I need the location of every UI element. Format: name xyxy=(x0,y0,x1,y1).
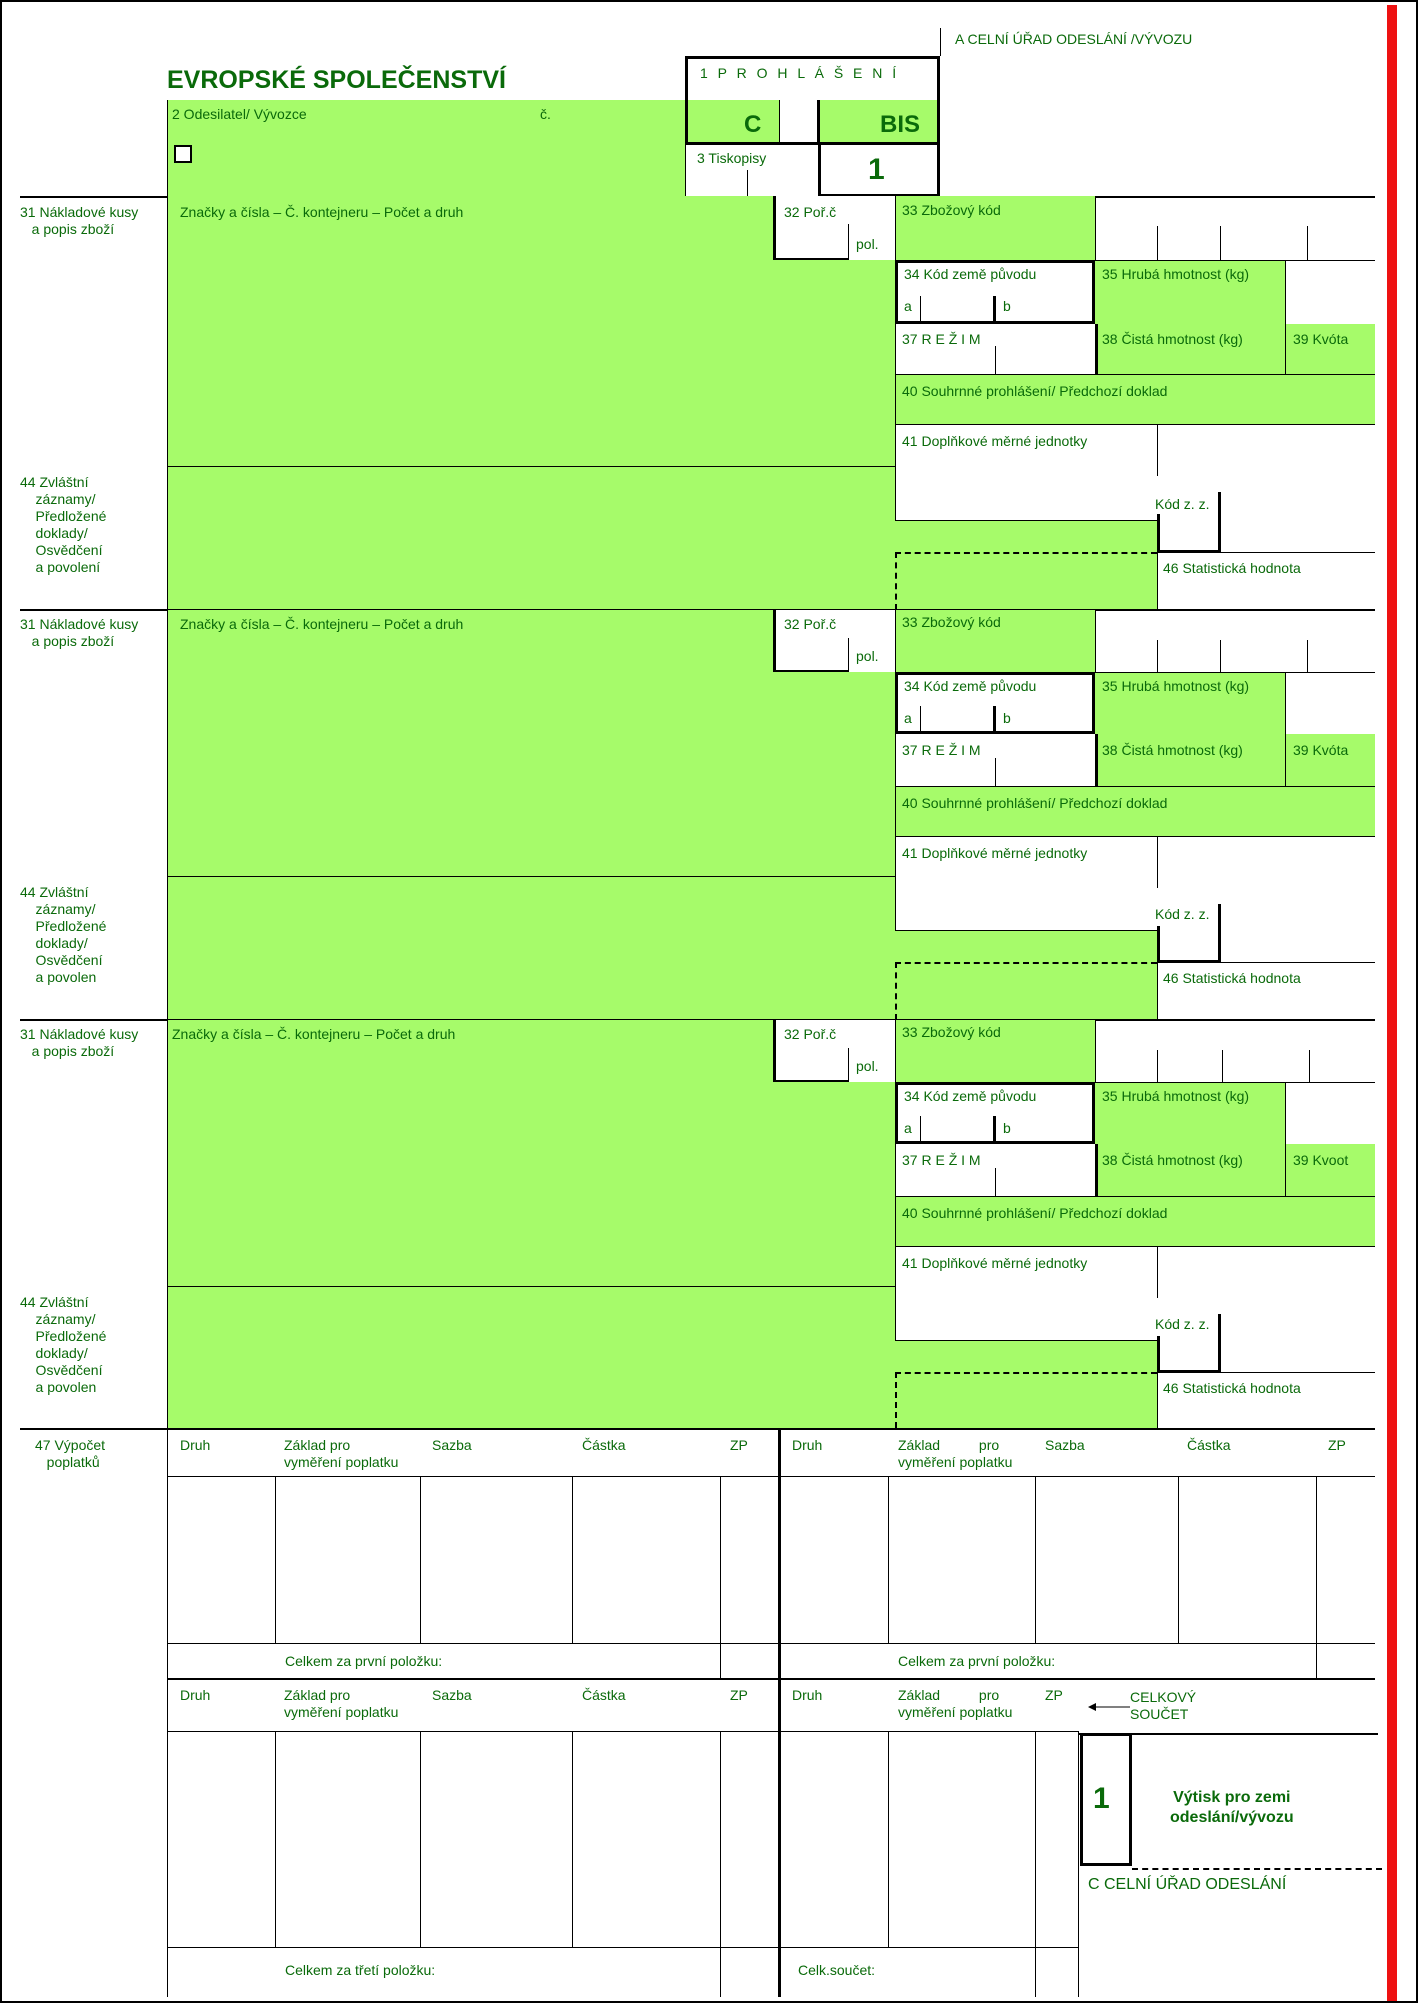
kod-zz-label: Kód z. z. xyxy=(1155,1316,1210,1332)
box44-label: 44 Zvláštní záznamy/ Předložené doklady/ Osvědčení a povolen xyxy=(20,884,107,985)
box32-pol-label: pol. xyxy=(856,648,879,664)
box37-label: 37 R E Ž I M xyxy=(902,1152,981,1168)
box34-b: b xyxy=(1003,298,1011,314)
col-zaklad-lower-right: Základ pro vyměření poplatku xyxy=(898,1687,1013,1720)
marks-label: Značky a čísla – Č. kontejneru – Počet a druh xyxy=(180,204,464,220)
total-sum-label: Celk.součet: xyxy=(798,1962,876,1978)
box31-label: 31 Nákladové kusy a popis zboží xyxy=(20,1026,139,1059)
box44-special-mentions-lower[interactable] xyxy=(167,520,1157,610)
col-castka-right: Částka xyxy=(1187,1437,1231,1453)
box44-label: 44 Zvláštní záznamy/ Předložené doklady/ Osvědčení a povolení xyxy=(20,474,107,575)
col-zaklad-right: Základ pro vyměření poplatku xyxy=(898,1437,1013,1470)
item-section-2 xyxy=(0,610,1418,1020)
box3-label: 3 Tiskopisy xyxy=(697,150,767,166)
box34-label: 34 Kód země původu xyxy=(904,1088,1037,1104)
copy-description: Výtisk pro zemi odeslání/vývozu xyxy=(1170,1789,1294,1826)
box34-a: a xyxy=(904,298,912,314)
box46-label: 46 Statistická hodnota xyxy=(1163,1380,1301,1396)
col-zaklad-lower: Základ pro vyměření poplatku xyxy=(284,1687,399,1720)
grand-total-label: CELKOVÝ SOUČET xyxy=(1130,1689,1197,1722)
box34-a: a xyxy=(904,1120,912,1136)
box34-a: a xyxy=(904,710,912,726)
box47-label: 47 Výpočet poplatků xyxy=(35,1437,106,1470)
item-section-1 xyxy=(0,196,1418,610)
col-zp-lower-right: ZP xyxy=(1045,1687,1063,1703)
box31-label: 31 Nákladové kusy a popis zboží xyxy=(20,616,139,649)
box32-pol-label: pol. xyxy=(856,236,879,252)
box46-label: 46 Statistická hodnota xyxy=(1163,560,1301,576)
box44-label: 44 Zvláštní záznamy/ Předložené doklady/ Osvědčení a povolen xyxy=(20,1294,107,1395)
box2-checkbox[interactable] xyxy=(174,145,192,163)
box35-label: 35 Hrubá hmotnost (kg) xyxy=(1102,1088,1250,1104)
box3-value: 1 xyxy=(868,153,885,186)
kod-zz-label: Kód z. z. xyxy=(1155,496,1210,512)
col-zp-lower: ZP xyxy=(730,1687,748,1703)
box34-b: b xyxy=(1003,1120,1011,1136)
marks-label: Značky a čísla – Č. kontejneru – Počet a druh xyxy=(172,1026,456,1042)
box41-label: 41 Doplňkové měrné jednotky xyxy=(902,845,1088,861)
col-castka: Částka xyxy=(582,1437,626,1453)
col-castka-lower: Částka xyxy=(582,1687,626,1703)
col-druh-lower: Druh xyxy=(180,1687,211,1703)
box32-label: 32 Poř.č xyxy=(784,616,837,632)
box39-label: 39 Kvóta xyxy=(1293,331,1349,347)
box44-special-mentions-lower[interactable] xyxy=(167,930,1157,1020)
box40-label: 40 Souhrnné prohlášení/ Předchozí doklad xyxy=(902,383,1168,399)
col-sazba-lower: Sazba xyxy=(432,1687,472,1703)
box2-number-label: č. xyxy=(540,106,551,122)
total-first-item-right: Celkem za první položku: xyxy=(898,1653,1056,1669)
col-zaklad: Základ pro vyměření poplatku xyxy=(284,1437,399,1470)
box40-label: 40 Souhrnné prohlášení/ Předchozí doklad xyxy=(902,1205,1168,1221)
customs-office-departure: C CELNÍ ÚŘAD ODESLÁNÍ xyxy=(1088,1876,1287,1893)
item-3-bottom-rule xyxy=(20,1428,1375,1430)
box39-label: 39 Kvoot xyxy=(1293,1152,1349,1168)
box1-code-c-value: C xyxy=(744,111,762,138)
kod-zz-label: Kód z. z. xyxy=(1155,906,1210,922)
box40-label: 40 Souhrnné prohlášení/ Předchozí doklad xyxy=(902,795,1168,811)
box46-label: 46 Statistická hodnota xyxy=(1163,970,1301,986)
copy-number: 1 xyxy=(1093,1782,1110,1815)
arrow-left-icon xyxy=(1088,1699,1130,1709)
box35-label: 35 Hrubá hmotnost (kg) xyxy=(1102,266,1250,282)
box33-label: 33 Zbožový kód xyxy=(902,614,1001,630)
total-first-item: Celkem za první položku: xyxy=(285,1653,443,1669)
community-title: EVROPSKÉ SPOLEČENSTVÍ xyxy=(167,66,506,94)
box38-label: 38 Čistá hmotnost (kg) xyxy=(1102,331,1243,347)
box33-label: 33 Zbožový kód xyxy=(902,1024,1001,1040)
col-sazba: Sazba xyxy=(432,1437,472,1453)
box37-label: 37 R E Ž I M xyxy=(902,331,981,347)
box32-label: 32 Poř.č xyxy=(784,204,837,220)
box34-label: 34 Kód země původu xyxy=(904,678,1037,694)
box32-label: 32 Poř.č xyxy=(784,1026,837,1042)
customs-office-title: A CELNÍ ÚŘAD ODESLÁNÍ /VÝVOZU xyxy=(955,31,1193,47)
box41-label: 41 Doplňkové měrné jednotky xyxy=(902,1255,1088,1271)
col-sazba-right: Sazba xyxy=(1045,1437,1085,1453)
box44-special-mentions-lower[interactable] xyxy=(167,1340,1157,1428)
box35-label: 35 Hrubá hmotnost (kg) xyxy=(1102,678,1250,694)
col-druh: Druh xyxy=(180,1437,211,1453)
col-zp-right: ZP xyxy=(1328,1437,1346,1453)
box33-label: 33 Zbožový kód xyxy=(902,202,1001,218)
col-zp: ZP xyxy=(730,1437,748,1453)
item-section-3 xyxy=(0,1020,1418,1428)
box34-b: b xyxy=(1003,710,1011,726)
col-druh-right: Druh xyxy=(792,1437,823,1453)
box38-label: 38 Čistá hmotnost (kg) xyxy=(1102,1152,1243,1168)
box31-label: 31 Nákladové kusy a popis zboží xyxy=(20,204,139,237)
box1-label: 1 P R O H L Á Š E N Í xyxy=(700,65,900,81)
box1-code-bis-value: BIS xyxy=(880,111,921,138)
total-third-item-label: Celkem za třetí položku: xyxy=(285,1962,436,1978)
marks-label: Značky a čísla – Č. kontejneru – Počet a druh xyxy=(180,616,464,632)
box32-pol-label: pol. xyxy=(856,1058,879,1074)
box37-label: 37 R E Ž I M xyxy=(902,742,981,758)
box38-label: 38 Čistá hmotnost (kg) xyxy=(1102,742,1243,758)
box2-label: 2 Odesilatel/ Vývozce xyxy=(172,106,307,122)
box39-label: 39 Kvóta xyxy=(1293,742,1349,758)
col-druh-lower-right: Druh xyxy=(792,1687,823,1703)
box34-label: 34 Kód země původu xyxy=(904,266,1037,282)
box41-label: 41 Doplňkové měrné jednotky xyxy=(902,433,1088,449)
